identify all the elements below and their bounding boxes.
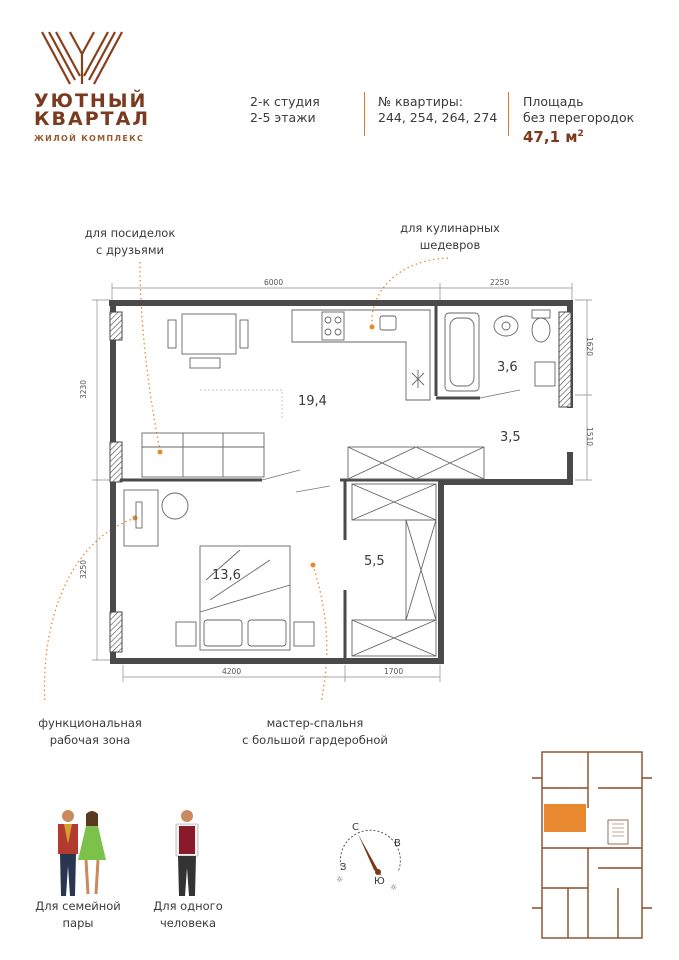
callout-friends: для посиделок с друзьями xyxy=(84,226,176,257)
apt-label: № квартиры: xyxy=(378,94,463,109)
compass-west: З xyxy=(340,862,347,873)
dim-left-upper: 3230 xyxy=(79,379,89,400)
brand-line1: УЮТНЫЙ xyxy=(34,90,148,112)
dim-bottom-left: 4200 xyxy=(222,667,242,676)
bed xyxy=(176,546,314,650)
dim-top-right: 2250 xyxy=(490,278,510,287)
dim-bottom-right: 1700 xyxy=(384,667,404,676)
brand-line2: КВАРТАЛ xyxy=(34,108,151,130)
area-value: 47,1 $м^2$ xyxy=(523,128,584,146)
svg-text:☼: ☼ xyxy=(390,883,398,892)
apt-numbers: 244, 254, 264, 274 xyxy=(378,110,498,125)
dim-left-lower: 3250 xyxy=(79,559,89,580)
room-living-area: 19,4 xyxy=(298,394,327,409)
svg-text:☼: ☼ xyxy=(336,875,344,884)
couple-icon xyxy=(48,808,112,898)
type-line1: 2-к студия xyxy=(250,94,320,109)
brand-line3: ЖИЛОЙ КОМПЛЕКС xyxy=(34,134,145,143)
room-wardrobe-area: 5,5 xyxy=(364,554,385,569)
audience-single: Для одного человека xyxy=(153,899,223,930)
single-person-icon xyxy=(170,808,204,898)
compass-east: В xyxy=(394,838,401,849)
dim-top-left: 6000 xyxy=(264,278,284,287)
dining-table xyxy=(168,314,248,368)
highlighted-apartment xyxy=(544,804,586,832)
type-line2: 2-5 этажи xyxy=(250,110,316,125)
compass-north: С xyxy=(352,822,359,833)
building-key-plan xyxy=(528,748,658,948)
room-bath-area: 3,6 xyxy=(497,360,518,375)
dim-right-upper: 1620 xyxy=(585,336,595,357)
area-label1: Площадь xyxy=(523,94,584,109)
compass-icon xyxy=(330,820,420,900)
callout-work: функциональная рабочая зона xyxy=(38,716,142,747)
dim-right-lower: 1510 xyxy=(585,426,595,447)
area-label2: без перегородок xyxy=(523,110,635,125)
compass-south: Ю xyxy=(374,876,385,887)
room-hall-area: 3,5 xyxy=(500,430,521,445)
callout-cooking: для кулинарных шедевров xyxy=(400,221,500,252)
sofa xyxy=(142,433,264,477)
audience-couple: Для семейной пары xyxy=(35,899,121,930)
callout-master: мастер-спальня с большой гардеробной xyxy=(242,716,388,747)
room-bedroom-area: 13,6 xyxy=(212,568,241,583)
